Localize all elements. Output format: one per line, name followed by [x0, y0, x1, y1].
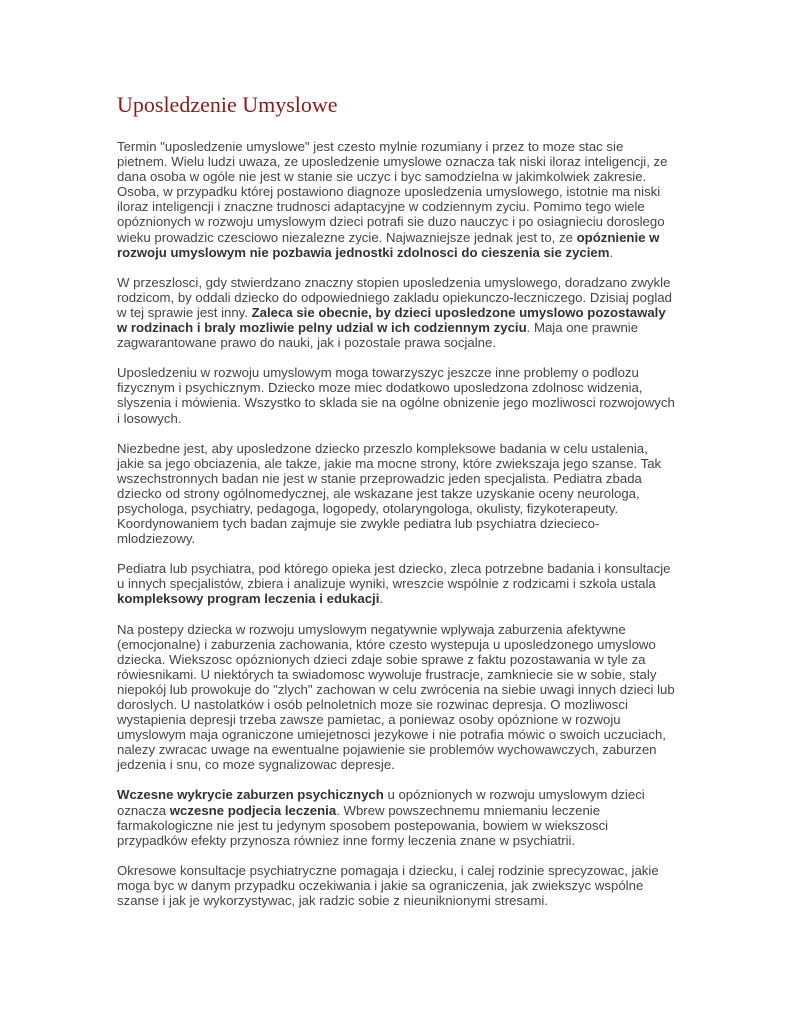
paragraph-3	[117, 365, 677, 425]
paragraph-8	[117, 863, 677, 908]
document-title: Uposledzenie Umyslowe	[117, 92, 338, 117]
paragraph-2-text-1: W przeszlosci, gdy stwierdzano znaczny stopien uposledzenia umyslowego, doradzano zwykle rodzicom, by oddali dziecko do odpowiedniego zakladu opiekunczo-leczniczego. Dzisiaj poglad w tej sprawie jest inny.	[117, 274, 672, 320]
paragraph-7	[117, 787, 677, 847]
paragraph-2-text-2: . Maja one prawnie zagwarantowane prawo do nauki, jak i pozostale prawa socjalne.	[117, 320, 639, 351]
paragraph-7-text-1: u opóznionych w rozwoju umyslowym dzieci oznacza	[117, 787, 645, 818]
paragraph-6-text-1: Na postepy dziecka w rozwoju umyslowym negatywnie wplywaja zaburzenia afektywne (emocjonalne) i zaburzenia zachowania, które czesto wystepuja u uposledzonego umyslowo dziecka. Wiekszosc opóznionych dzieci zdaje sobie sprawe z faktu pozostawania w tyle za rówiesnikami. U niektórych ta swiadomosc wywoluje frustracje, zamkniecie sie w sobie, staly niepokój lub prowokuje do "zlych" zachowan w celu zwrócenia na siebie uwagi innych dzieci lub doroslych. U nastolatków i osób pelnoletnich moze sie rozwinac depresja. O mozliwosci wystapienia depresji trzeba zawsze pamietac, a poniewaz osoby opóznione w rozwoju umyslowym maja ograniczone umiejetnosci jezykowe i nie potrafia mówic o swoich uczuciach, nalezy zwracac uwage na ewentualne pojawienie sie problemów wychowawczych, zaburzen jedzenia i snu, co moze sygnalizowac depresje.	[117, 621, 675, 773]
paragraph-2-bold-1: Zaleca sie obecnie, by dzieci uposledzone umyslowo pozostawaly w rodzinach i braly mozliwie pelny udzial w ich codziennym zyciu	[117, 304, 666, 336]
paragraph-4	[117, 441, 677, 547]
paragraph-8-text-1: Okresowe konsultacje psychiatryczne pomagaja i dziecku, i calej rodzinie sprecyzowac, jakie moga byc w danym przypadku oczekiwania i jakie sa ograniczenia, jak zwiekszyc wspólne szanse i jak je wykorzystywac, jak radzic sobie z nieuniknionymi stresami.	[117, 862, 659, 909]
paragraph-5-text-1: Pediatra lub psychiatra, pod którego opieka jest dziecko, zleca potrzebne badania i konsultacje u innych specjalistów, zbiera i analizuje wyniki, wreszcie wspólnie z rodzicami i szkola ustala	[117, 561, 671, 592]
paragraph-7-text-2: . Wbrew powszechnemu mniemaniu leczenie farmakologiczne nie jest tu jedynym sposobem postepowania, bowiem w wiekszosci przypadków efekty przynosza równiez inne formy leczenia znane w psychiatrii.	[117, 802, 609, 848]
paragraph-1-text-1: Termin "uposledzenie umyslowe" jest czesto mylnie rozumiany i przez to moze stac sie pietnem. Wielu ludzi uwaza, ze uposledzenie umyslowe oznacza tak niski iloraz inteligencji, ze dana osoba w ogóle nie jest w stanie sie uczyc i byc samodzielna w jakimkolwiek zakresie. Osoba, w przypadku której postawiono diagnoze uposledzenia umyslowego, istotnie ma niski iloraz inteligencji i znaczne trudnosci adaptacyjne w codziennym zyciu. Pomimo tego wiele opóznionych w rozwoju umyslowym dzieci potrafi sie duzo nauczyc i po osiagnieciu doroslego wieku prowadzic czesciowo niezalezne zycie. Najwazniejsze jednak jest to, ze	[117, 139, 668, 245]
paragraph-1	[117, 139, 677, 260]
paragraph-5-bold-1: kompleksowy program leczenia i edukacji	[117, 591, 380, 607]
paragraph-3-text-1: Uposledzeniu w rozwoju umyslowym moga towarzyszyc jeszcze inne problemy o podlozu fizycznym i psychicznym. Dziecko moze miec dodatkowo uposledzona zdolnosc widzenia, slyszenia i mówienia. Wszystko to sklada sie na ogólne obnizenie jego mozliwosci rozwojowych i losowych.	[117, 365, 675, 426]
paragraph-4-text-1: Niezbedne jest, aby uposledzone dziecko przeszlo kompleksowe badania w celu ustalenia, jakie sa jego obciazenia, ale takze, jakie ma mocne strony, które zwiekszaja jego szanse. Tak wszechstronnych badan nie jest w stanie przeprowadzic jeden specjalista. Pediatra zbada dziecko od strony ogólnomedycznej, ale wskazane jest takze uzyskanie oceny neurologa, psychologa, psychiatry, pedagoga, logopedy, otolaryngologa, okulisty, fizykoterapeuty. Koordynowaniem tych badan zajmuje sie zwykle pediatra lub psychiatra dziecieco-mlodziezowy.	[117, 440, 662, 547]
paragraph-1-text-2: .	[609, 244, 614, 260]
paragraph-7-bold-1: Wczesne wykrycie zaburzen psychicznych	[117, 787, 384, 803]
paragraph-6	[117, 622, 677, 773]
paragraph-5-text-2: .	[379, 591, 384, 607]
document-page	[117, 92, 677, 923]
paragraph-5	[117, 561, 677, 606]
paragraph-2	[117, 275, 677, 350]
paragraph-1-bold-1: opóznienie w rozwoju umyslowym nie pozbawia jednostki zdolnosci do cieszenia sie zyciem	[117, 229, 660, 260]
paragraph-7-bold-2: wczesne podjecia leczenia	[169, 802, 337, 818]
